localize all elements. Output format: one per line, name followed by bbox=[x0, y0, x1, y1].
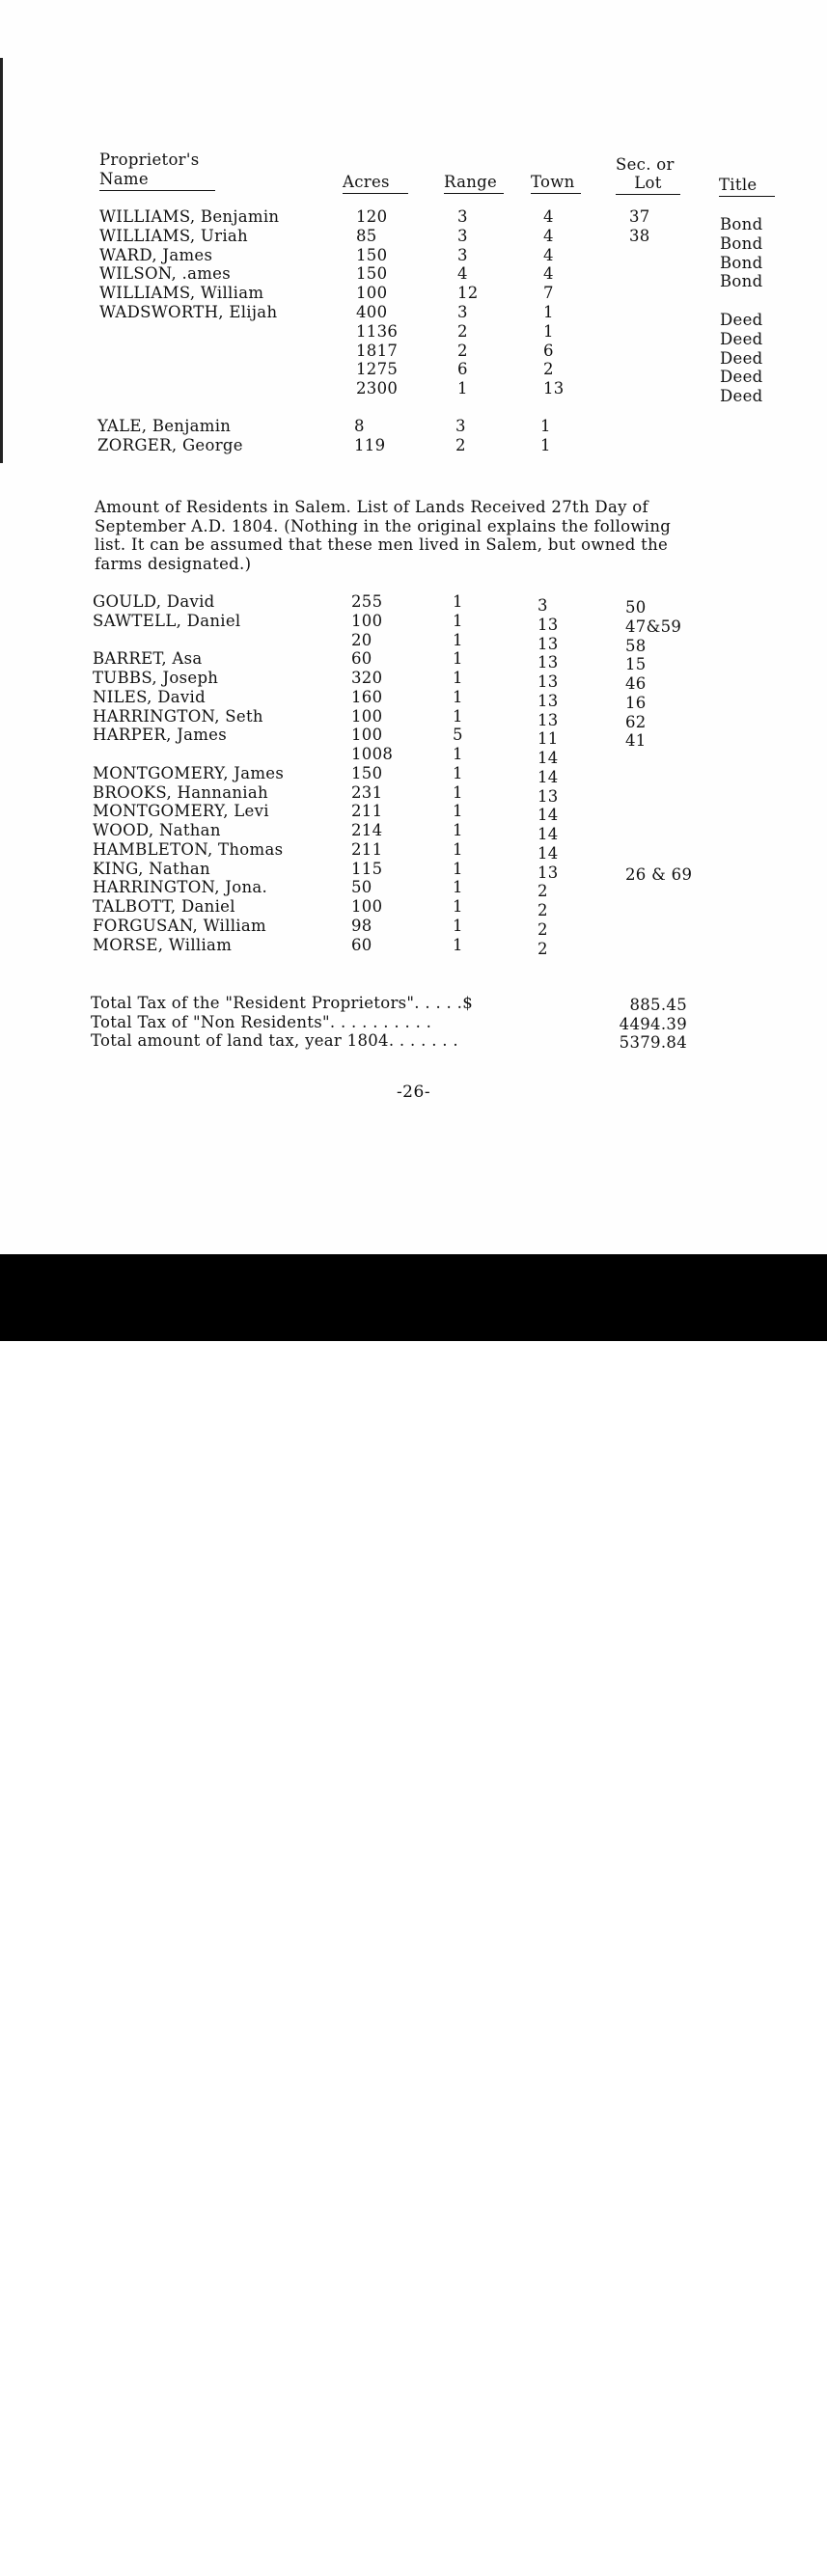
acres-value: 255 bbox=[351, 592, 383, 611]
acres-value: 211 bbox=[351, 802, 383, 821]
acres-value: 1008 bbox=[351, 745, 394, 763]
town-value: 14 bbox=[538, 806, 559, 825]
acres-value: 8 bbox=[354, 417, 365, 435]
title-value: Deed bbox=[720, 329, 763, 348]
town-value: 2 bbox=[538, 882, 548, 901]
acres-value: 400 bbox=[356, 303, 388, 321]
acres-value: 120 bbox=[356, 207, 388, 226]
acres-value: 150 bbox=[351, 763, 383, 782]
acres-value: 100 bbox=[356, 284, 388, 303]
header-proprietor-line2: Name bbox=[99, 170, 215, 191]
alamy-logo: alamy bbox=[21, 2524, 160, 2573]
acres-value: 119 bbox=[354, 436, 386, 454]
range-value: 1 bbox=[453, 669, 463, 687]
acres-value: 100 bbox=[351, 706, 383, 726]
acres-value: 85 bbox=[356, 226, 377, 245]
resident-name: SAWTELL, Daniel bbox=[93, 611, 241, 630]
town-value: 13 bbox=[538, 672, 559, 691]
range-value: 1 bbox=[453, 916, 463, 935]
town-value: 13 bbox=[538, 653, 559, 672]
range-value: 1 bbox=[453, 611, 463, 630]
title-value: Bond bbox=[720, 215, 763, 233]
range-value: 2 bbox=[455, 436, 466, 454]
town-value: 3 bbox=[538, 596, 548, 615]
document-page bbox=[0, 0, 827, 1254]
title-value: Bond bbox=[720, 253, 763, 272]
header-title: Title bbox=[719, 176, 775, 197]
title-value: Deed bbox=[720, 387, 763, 406]
lot-value: 46 bbox=[625, 674, 647, 693]
resident-name: KING, Nathan bbox=[93, 859, 210, 878]
town-value: 14 bbox=[538, 825, 559, 843]
range-value: 1 bbox=[453, 706, 463, 726]
range-value: 1 bbox=[453, 592, 463, 611]
resident-name: GOULD, David bbox=[93, 592, 215, 611]
acres-value: 115 bbox=[351, 859, 383, 878]
acres-value: 60 bbox=[351, 935, 372, 954]
range-value: 1 bbox=[453, 878, 463, 897]
total-value: 885.45 bbox=[629, 996, 687, 1014]
range-value: 1 bbox=[453, 859, 463, 878]
town-value: 4 bbox=[543, 226, 554, 245]
town-value: 14 bbox=[538, 749, 559, 767]
resident-name: MORSE, William bbox=[93, 935, 233, 954]
acres-value: 1275 bbox=[356, 360, 399, 379]
proprietor-name: WILSON, .ames bbox=[99, 264, 231, 284]
lot-value: 26 & 69 bbox=[625, 864, 693, 884]
town-value: 2 bbox=[543, 360, 554, 379]
total-label: Total amount of land tax, year 1804. . . . . . . bbox=[91, 1031, 458, 1050]
town-value: 2 bbox=[538, 919, 548, 939]
town-value: 13 bbox=[538, 786, 559, 806]
lot-value: 41 bbox=[625, 731, 647, 751]
acres-value: 100 bbox=[351, 897, 383, 916]
range-value: 1 bbox=[453, 763, 463, 782]
lot-value: 15 bbox=[625, 655, 647, 674]
town-value: 7 bbox=[543, 284, 554, 303]
scan-edge bbox=[0, 58, 3, 463]
intro-paragraph: Amount of Residents in Salem. List of Lands Received 27th Day of September A.D. 1804. (Nothing in the original explains the following list. It can be assumed that these men lived in Salem, but owned the farms designated.) bbox=[95, 498, 672, 573]
range-value: 1 bbox=[453, 649, 463, 669]
town-value: 1 bbox=[540, 436, 551, 454]
resident-name: NILES, David bbox=[93, 687, 206, 706]
lot-value: 50 bbox=[625, 598, 647, 617]
acres-value: 1817 bbox=[356, 341, 399, 360]
resident-name: TUBBS, Joseph bbox=[93, 669, 219, 687]
header-sec-line2: Lot bbox=[616, 174, 680, 195]
range-value: 1 bbox=[453, 782, 463, 802]
acres-value: 100 bbox=[351, 726, 383, 745]
acres-value: 2300 bbox=[356, 379, 399, 398]
header-town: Town bbox=[531, 173, 581, 194]
town-value: 14 bbox=[538, 843, 559, 863]
resident-name: WOOD, Nathan bbox=[93, 821, 221, 839]
range-value: 1 bbox=[453, 839, 463, 859]
page-number: -26- bbox=[396, 1082, 431, 1102]
range-value: 3 bbox=[457, 207, 468, 226]
title-value: Bond bbox=[720, 233, 763, 253]
lot-value: 37 bbox=[629, 207, 650, 226]
acres-value: 160 bbox=[351, 687, 383, 706]
total-value: 4494.39 bbox=[619, 1014, 687, 1033]
lot-value: 47&59 bbox=[625, 617, 682, 636]
resident-name: HARRINGTON, Seth bbox=[93, 706, 263, 726]
resident-name: BARRET, Asa bbox=[93, 649, 203, 669]
range-value: 3 bbox=[457, 303, 468, 321]
acres-value: 100 bbox=[351, 611, 383, 630]
proprietor-name: WARD, James bbox=[99, 245, 213, 264]
resident-name: MONTGOMERY, James bbox=[93, 763, 285, 782]
range-value: 3 bbox=[457, 245, 468, 264]
range-value: 1 bbox=[453, 745, 463, 763]
town-value: 13 bbox=[538, 691, 559, 710]
title-value: Deed bbox=[720, 368, 763, 387]
town-value: 4 bbox=[543, 207, 554, 226]
lot-value: 38 bbox=[629, 226, 650, 245]
acres-value: 150 bbox=[356, 245, 388, 264]
town-value: 2 bbox=[538, 939, 548, 958]
proprietor-name: WILLIAMS, Benjamin bbox=[99, 207, 280, 226]
town-value: 13 bbox=[538, 634, 559, 653]
acres-value: 150 bbox=[356, 264, 388, 284]
header-acres: Acres bbox=[343, 173, 408, 194]
range-value: 5 bbox=[453, 726, 463, 745]
range-value: 1 bbox=[457, 379, 468, 398]
range-value: 1 bbox=[453, 687, 463, 706]
acres-value: 320 bbox=[351, 669, 383, 687]
proprietor-name: WILLIAMS, Uriah bbox=[99, 226, 248, 245]
acres-value: 50 bbox=[351, 878, 372, 897]
town-value: 1 bbox=[543, 303, 554, 321]
town-value: 13 bbox=[538, 863, 559, 882]
proprietor-name: WADSWORTH, Elijah bbox=[99, 303, 278, 321]
resident-name: HARPER, James bbox=[93, 726, 228, 745]
range-value: 2 bbox=[457, 321, 468, 341]
range-value: 2 bbox=[457, 341, 468, 360]
range-value: 3 bbox=[457, 226, 468, 245]
site-url: www.alamy.com bbox=[659, 2555, 808, 2576]
range-value: 1 bbox=[453, 630, 463, 649]
range-value: 6 bbox=[457, 360, 468, 379]
image-id: 3BFT6AJ bbox=[731, 2526, 808, 2547]
resident-name: BROOKS, Hannaniah bbox=[93, 782, 268, 802]
proprietor-name: ZORGER, George bbox=[97, 436, 243, 454]
town-value: 4 bbox=[543, 245, 554, 264]
resident-name: MONTGOMERY, Levi bbox=[93, 802, 269, 821]
range-value: 1 bbox=[453, 935, 463, 954]
total-value: 5379.84 bbox=[619, 1033, 687, 1052]
town-value: 4 bbox=[543, 264, 554, 284]
resident-name: HAMBLETON, Thomas bbox=[93, 839, 284, 859]
resident-name: TALBOTT, Daniel bbox=[93, 897, 235, 916]
proprietor-name: WILLIAMS, William bbox=[99, 284, 264, 303]
title-value: Deed bbox=[720, 311, 763, 329]
resident-name: HARRINGTON, Jona. bbox=[93, 878, 268, 897]
header-sec-line1: Sec. or bbox=[616, 155, 675, 174]
range-value: 1 bbox=[453, 821, 463, 839]
header-range: Range bbox=[444, 173, 504, 194]
town-value: 13 bbox=[538, 710, 559, 729]
town-value: 1 bbox=[543, 321, 554, 341]
total-label: Total Tax of the "Resident Proprietors". . . . .$ bbox=[91, 994, 473, 1012]
header-proprietor-line1: Proprietor's bbox=[99, 151, 200, 169]
acres-value: 231 bbox=[351, 782, 383, 802]
range-value: 4 bbox=[457, 264, 468, 284]
acres-value: 211 bbox=[351, 839, 383, 859]
lot-value: 16 bbox=[625, 693, 647, 712]
town-value: 1 bbox=[540, 417, 551, 435]
town-value: 11 bbox=[538, 729, 559, 749]
acres-value: 1136 bbox=[356, 321, 399, 341]
range-value: 1 bbox=[453, 897, 463, 916]
town-value: 2 bbox=[538, 901, 548, 919]
range-value: 12 bbox=[457, 284, 479, 303]
watermark-bar bbox=[0, 1254, 827, 2576]
range-value: 3 bbox=[455, 417, 466, 435]
total-label: Total Tax of "Non Residents". . . . . . . . . . bbox=[91, 1012, 432, 1031]
town-value: 13 bbox=[538, 615, 559, 634]
town-value: 6 bbox=[543, 341, 554, 360]
acres-value: 98 bbox=[351, 916, 372, 935]
lot-value: 58 bbox=[625, 636, 647, 655]
town-value: 14 bbox=[538, 767, 559, 786]
proprietor-name: YALE, Benjamin bbox=[97, 417, 232, 435]
acres-value: 214 bbox=[351, 821, 383, 839]
title-value: Deed bbox=[720, 348, 763, 368]
town-value: 13 bbox=[543, 379, 565, 398]
lot-value: 62 bbox=[625, 712, 647, 731]
title-value: Bond bbox=[720, 272, 763, 291]
acres-value: 60 bbox=[351, 649, 372, 669]
range-value: 1 bbox=[453, 802, 463, 821]
acres-value: 20 bbox=[351, 630, 372, 649]
resident-name: FORGUSAN, William bbox=[93, 916, 266, 935]
